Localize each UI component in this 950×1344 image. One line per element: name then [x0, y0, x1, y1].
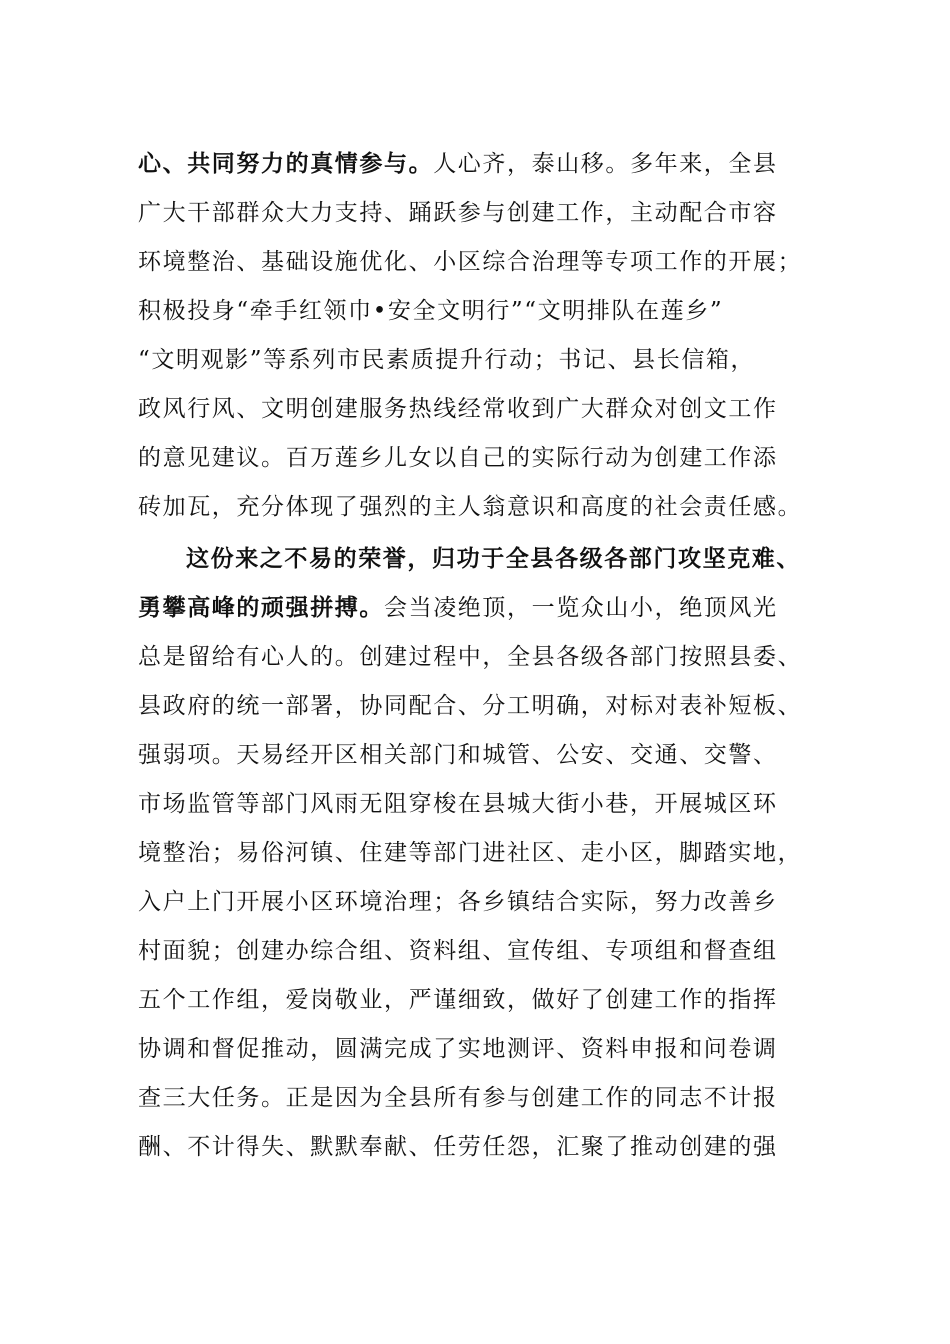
text-line [138, 1127, 838, 1167]
line-text: 境整治；易俗河镇、住建等部门进社区、走小区，脚踏实地， [138, 840, 803, 866]
line-text: 政风行风、文明创建服务热线经常收到广大群众对创文工作 [138, 396, 778, 422]
line-text: 村面貌；创建办综合组、资料组、宣传组、专项组和督查组 [138, 938, 778, 964]
line-text: “文明观影”等系列市民素质提升行动；书记、县长信箱， [138, 347, 756, 373]
line-text: 环境整治、基础设施优化、小区综合治理等专项工作的开展； [138, 249, 803, 275]
text-line [138, 735, 838, 775]
text-line [138, 588, 838, 628]
line-text: 查三大任务。正是因为全县所有参与创建工作的同志不计报 [138, 1085, 778, 1111]
text-line [138, 686, 838, 726]
text-line [138, 242, 838, 282]
text-line [138, 144, 838, 184]
line-text: 县政府的统一部署，协同配合、分工明确，对标对表补短板、 [138, 693, 803, 719]
text-line [138, 784, 838, 824]
bold-phrase: 心、共同努力的真情参与。 [138, 150, 434, 177]
text-line [138, 637, 838, 677]
text-line [138, 931, 838, 971]
paragraph-first-line [186, 539, 886, 579]
text-line [138, 291, 838, 331]
bold-phrase: 这份来之不易的荣誉，归功于全县各级各部门攻坚克难、 [186, 545, 801, 572]
line-text: 入户上门开展小区环境治理；各乡镇结合实际，努力改善乡 [138, 889, 778, 915]
line-text: 总是留给有心人的。创建过程中，全县各级各部门按照县委、 [138, 644, 803, 670]
text-line [138, 438, 838, 478]
text-line [138, 833, 838, 873]
text-line [138, 1029, 838, 1069]
line-text: 酬、不计得失、默默奉献、任劳任怨，汇聚了推动创建的强 [138, 1134, 778, 1160]
text-line [138, 980, 838, 1020]
text-line [138, 1078, 838, 1118]
line-text: 人心齐，泰山移。多年来，全县 [433, 151, 778, 177]
text-line [138, 389, 838, 429]
line-text: 广大干部群众大力支持、踊跃参与创建工作，主动配合市容 [138, 200, 778, 226]
line-text: 强弱项。天易经开区相关部门和城管、公安、交通、交警、 [138, 742, 778, 768]
line-text: 五个工作组，爱岗敬业，严谨细致，做好了创建工作的指挥 [138, 987, 778, 1013]
line-text: 的意见建议。百万莲乡儿女以自己的实际行动为创建工作添 [138, 445, 778, 471]
line-text: 市场监管等部门风雨无阻穿梭在县城大街小巷，开展城区环 [138, 791, 778, 817]
line-text: 砖加瓦，充分体现了强烈的主人翁意识和高度的社会责任感。 [138, 494, 803, 520]
line-text: 积极投身“牵手红领巾•安全文明行”“文明排队在莲乡” [138, 298, 724, 324]
text-line [138, 487, 838, 527]
text-line [138, 193, 838, 233]
bold-phrase: 勇攀高峰的顽强拼搏。 [138, 594, 384, 621]
line-text: 协调和督促推动，圆满完成了实地测评、资料申报和问卷调 [138, 1036, 778, 1062]
text-line [138, 882, 838, 922]
text-line [138, 340, 838, 380]
line-text: 会当凌绝顶，一览众山小，绝顶风光 [384, 595, 778, 621]
